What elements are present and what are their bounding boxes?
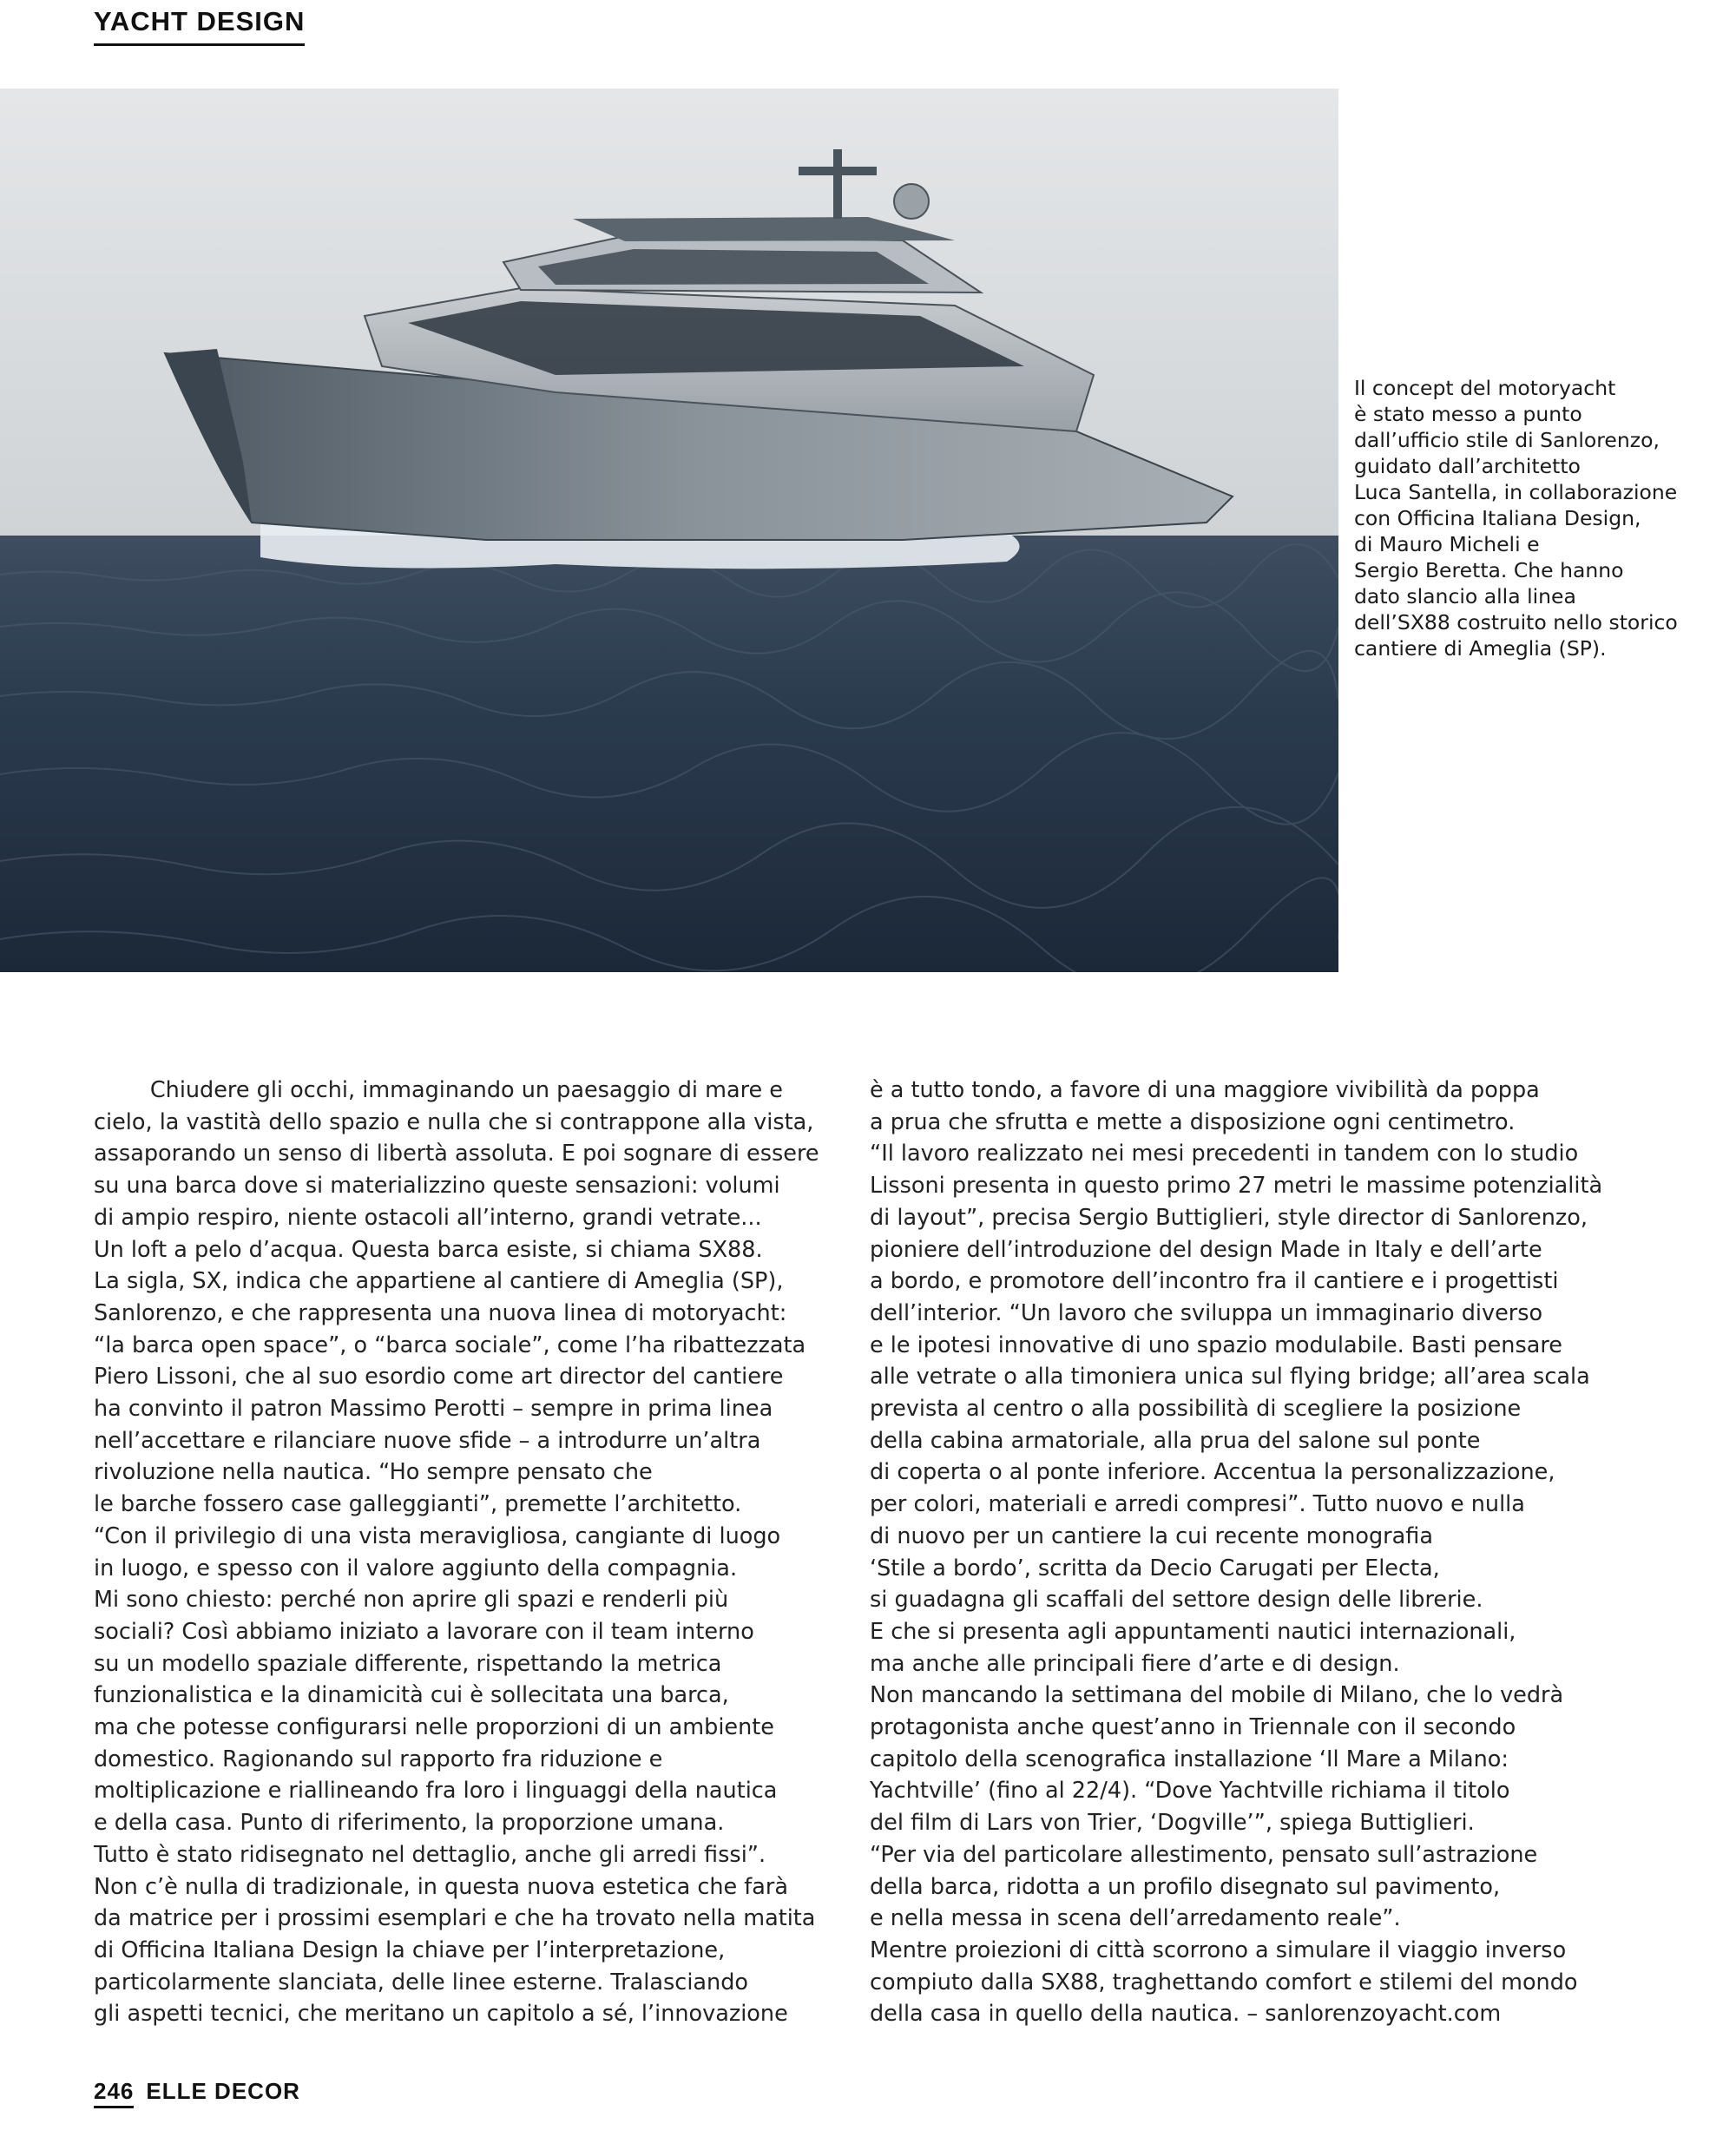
caption-line: cantiere di Ameglia (SP).	[1354, 636, 1607, 661]
yacht-photo	[0, 89, 1338, 972]
article-line: E che si presenta agli appuntamenti nautici internazionali,	[870, 1618, 1516, 1645]
article-line: ‘Stile a bordo’, scritta da Decio Carugati per Electa,	[870, 1555, 1440, 1581]
yacht-mast	[833, 149, 842, 219]
article-line: e le ipotesi innovative di uno spazio modulabile. Basti pensare	[870, 1332, 1562, 1358]
magazine-name: ELLE DECOR	[146, 2078, 300, 2104]
article-line: Piero Lissoni, che al suo esordio come art director del cantiere	[94, 1364, 784, 1391]
article-line: dell’interior. “Un lavoro che sviluppa un immaginario diverso	[870, 1299, 1543, 1326]
article-line: su una barca dove si materializzino queste sensazioni: volumi	[94, 1173, 780, 1200]
article-line: “Con il privilegio di una vista meravigliosa, cangiante di luogo	[94, 1522, 781, 1549]
article-line: Mi sono chiesto: perché non aprire gli spazi e renderli più	[94, 1587, 729, 1614]
article-line: particolarmente slanciata, delle linee esterne. Tralasciando	[94, 1969, 748, 1996]
article-line: le barche fossero case galleggianti”, premette l’architetto.	[94, 1491, 742, 1518]
article-column-right	[870, 1075, 1651, 2030]
article-line: Non c’è nulla di tradizionale, in questa nuova estetica che farà	[94, 1873, 789, 1900]
caption-line: guidato dall’architetto	[1354, 454, 1581, 478]
article-line: protagonista anche quest’anno in Triennale con il secondo	[870, 1714, 1516, 1741]
article-line: “Per via del particolare allestimento, pensato sull’astrazione	[870, 1841, 1538, 1868]
caption-line: dall’ufficio stile di Sanlorenzo,	[1354, 428, 1660, 452]
article-line: compiuto dalla SX88, traghettando comfort e stilemi del mondo	[870, 1969, 1578, 1996]
article-line: a bordo, e promotore dell’incontro fra il cantiere e i progettisti	[870, 1268, 1559, 1295]
article-line: cielo, la vastità dello spazio e nulla che si contrappone alla vista,	[94, 1108, 814, 1135]
yacht-mast-arm	[799, 167, 877, 175]
article-line: capitolo della scenografica installazione ‘Il Mare a Milano:	[870, 1746, 1509, 1772]
page-number: 246	[94, 2078, 134, 2108]
article-line: della cabina armatoriale, alla prua del salone sul ponte	[870, 1427, 1481, 1454]
caption-line: Sergio Beretta. Che hanno	[1354, 558, 1624, 582]
article-line: in luogo, e spesso con il valore aggiunto della compagnia.	[94, 1555, 738, 1581]
caption-line: di Mauro Micheli e	[1354, 532, 1540, 556]
article-line: del film di Lars von Trier, ‘Dogville’”, spiega Buttiglieri.	[870, 1810, 1475, 1837]
article-line: da matrice per i prossimi esemplari e che ha trovato nella matita	[94, 1905, 816, 1932]
article-line: e nella messa in scena dell’arredamento reale”.	[870, 1905, 1401, 1932]
article-line: Lissoni presenta in questo primo 27 metri le massime potenzialità	[870, 1173, 1603, 1200]
article-line: nell’accettare e rilanciare nuove sfide – a introdurre un’altra	[94, 1427, 761, 1454]
article-line: ma che potesse configurarsi nelle proporzioni di un ambiente	[94, 1714, 774, 1741]
article-line: Yachtville’ (fino al 22/4). “Dove Yachtville richiama il titolo	[870, 1778, 1510, 1805]
caption-line: dell’SX88 costruito nello storico	[1354, 610, 1678, 635]
article-line: di layout”, precisa Sergio Buttiglieri, style director di Sanlorenzo,	[870, 1204, 1588, 1231]
article-line: funzionalistica e la dinamicità cui è sollecitata una barca,	[94, 1682, 729, 1709]
photo-caption	[1354, 375, 1701, 661]
article-line: Sanlorenzo, e che rappresenta una nuova linea di motoryacht:	[94, 1299, 787, 1326]
article-line: La sigla, SX, indica che appartiene al cantiere di Ameglia (SP),	[94, 1268, 784, 1295]
article-line: sociali? Così abbiamo iniziato a lavorare con il team interno	[94, 1618, 754, 1645]
article-line: Mentre proiezioni di città scorrono a simulare il viaggio inverso	[870, 1936, 1567, 1963]
article-line: Un loft a pelo d’acqua. Questa barca esiste, si chiama SX88.	[94, 1236, 763, 1263]
article-line: per colori, materiali e arredi compresi”. Tutto nuovo e nulla	[870, 1491, 1525, 1518]
yacht-illustration	[0, 89, 1338, 972]
article-line: “la barca open space”, o “barca sociale”, come l’ha ribattezzata	[94, 1332, 806, 1358]
article-line: gli aspetti tecnici, che meritano un capitolo a sé, l’innovazione	[94, 2001, 788, 2028]
caption-line: con Officina Italiana Design,	[1354, 506, 1641, 530]
article-line: prevista al centro o alla possibilità di scegliere la posizione	[870, 1396, 1522, 1423]
caption-line: è stato messo a punto	[1354, 402, 1582, 426]
yacht-radome	[894, 184, 929, 219]
article-line: su un modello spaziale differente, rispettando la metrica	[94, 1650, 722, 1677]
article-line: è a tutto tondo, a favore di una maggiore vivibilità da poppa	[870, 1077, 1540, 1103]
article-line: Non mancando la settimana del mobile di Milano, che lo vedrà	[870, 1682, 1564, 1709]
article-column-left	[94, 1075, 840, 2030]
article-line: ma anche alle principali fiere d’arte e di design.	[870, 1650, 1400, 1677]
article-line: ha convinto il patron Massimo Perotti – sempre in prima linea	[94, 1396, 773, 1423]
article-line: Chiudere gli occhi, immaginando un paesaggio di mare e	[94, 1077, 783, 1103]
article-line: a prua che sfrutta e mette a disposizione ogni centimetro.	[870, 1108, 1516, 1135]
section-tag: YACHT DESIGN	[94, 5, 305, 46]
article-line: di coperta o al ponte inferiore. Accentua la personalizzazione,	[870, 1459, 1555, 1486]
article-line: domestico. Ragionando sul rapporto fra riduzione e	[94, 1746, 663, 1772]
article-line: di Officina Italiana Design la chiave per l’interpretazione,	[94, 1936, 726, 1963]
article-line: assaporando un senso di libertà assoluta. E poi sognare di essere	[94, 1141, 819, 1167]
article-line: si guadagna gli scaffali del settore design delle librerie.	[870, 1587, 1483, 1614]
article-line: e della casa. Punto di riferimento, la proporzione umana.	[94, 1810, 725, 1837]
caption-line: Luca Santella, in collaborazione	[1354, 480, 1678, 504]
caption-line: dato slancio alla linea	[1354, 584, 1576, 608]
article-line: della casa in quello della nautica. – sanlorenzoyacht.com	[870, 2001, 1502, 2028]
sea	[0, 536, 1338, 972]
article-line: rivoluzione nella nautica. “Ho sempre pensato che	[94, 1459, 653, 1486]
article-line: Tutto è stato ridisegnato nel dettaglio, anche gli arredi fissi”.	[94, 1841, 766, 1868]
caption-line: Il concept del motoryacht	[1354, 376, 1616, 400]
article-line: “Il lavoro realizzato nei mesi precedenti in tandem con lo studio	[870, 1141, 1579, 1167]
article-line: pioniere dell’introduzione del design Made in Italy e dell’arte	[870, 1236, 1542, 1263]
article-line: di nuovo per un cantiere la cui recente monografia	[870, 1522, 1433, 1549]
article-line: moltiplicazione e riallineando fra loro i linguaggi della nautica	[94, 1778, 778, 1805]
page-footer	[94, 2078, 300, 2105]
article-line: della barca, ridotta a un profilo disegnato sul pavimento,	[870, 1873, 1501, 1900]
article-line: di ampio respiro, niente ostacoli all’interno, grandi vetrate...	[94, 1204, 762, 1231]
article-line: alle vetrate o alla timoniera unica sul flying bridge; all’area scala	[870, 1364, 1590, 1391]
